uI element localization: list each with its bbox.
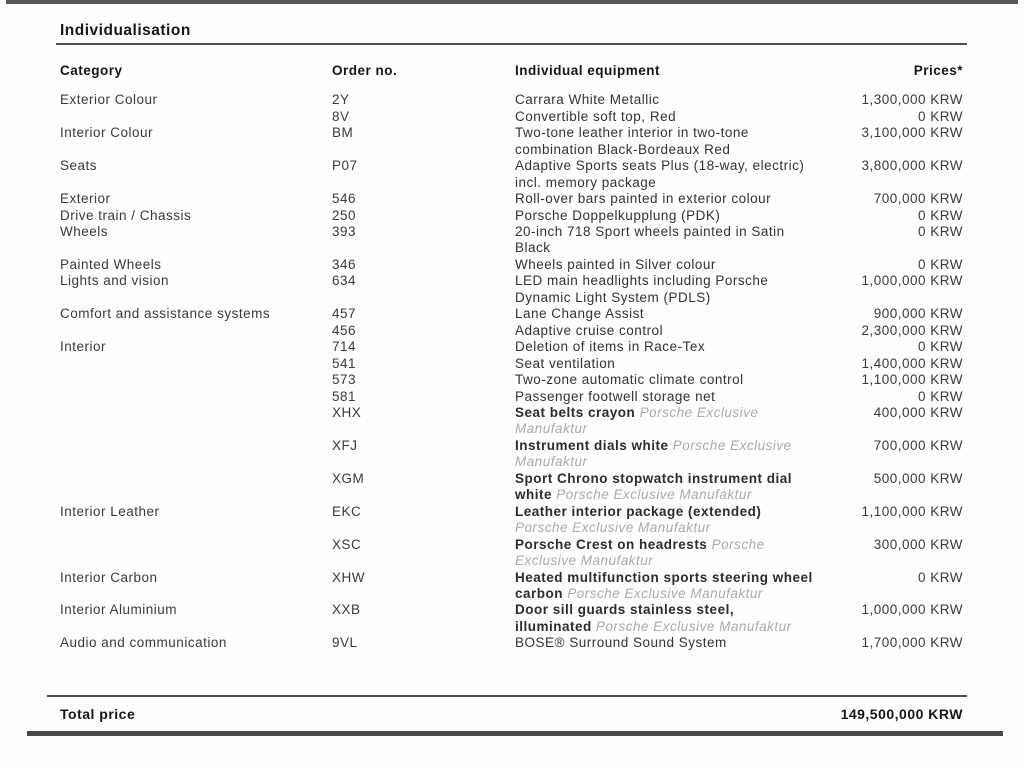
table-row [60,372,963,388]
row-price: 700,000 KRW [873,437,963,453]
equipment-table [60,63,963,652]
row-category: Exterior [60,191,111,207]
row-price: 400,000 KRW [873,405,963,421]
table-row [60,537,963,570]
row-order-no: 457 [332,306,357,322]
table-row [60,356,963,372]
equipment-name: Convertible soft top, Red [515,108,677,124]
row-price: 1,100,000 KRW [861,372,963,388]
row-order-no: 541 [332,355,357,371]
row-price: 300,000 KRW [873,536,963,552]
row-equipment [515,92,815,108]
manufaktur-label: Porsche Exclusive Manufaktur [515,520,711,536]
row-equipment [515,224,815,257]
row-order-no: EKC [332,503,362,519]
row-price: 3,100,000 KRW [861,125,963,141]
equipment-name: Seat belts crayon [515,405,636,421]
row-equipment [515,570,815,603]
row-equipment [515,635,815,651]
table-row [60,191,963,207]
row-category: Exterior Colour [60,92,158,108]
row-price: 0 KRW [917,108,963,124]
row-category: Lights and vision [60,273,170,289]
row-category: Drive train / Chassis [60,207,192,223]
row-price: 1,100,000 KRW [861,503,963,519]
top-rule [6,0,1018,4]
equipment-name: Carrara White Metallic [515,92,660,108]
manufaktur-label: Porsche Exclusive Manufaktur [567,586,763,601]
row-order-no: 346 [332,256,357,272]
row-category: Interior Carbon [60,569,158,585]
manufaktur-label: Porsche Exclusive Manufaktur [556,487,752,503]
table-row [60,158,963,191]
row-order-no: XHX [332,405,362,421]
row-category: Comfort and assistance systems [60,306,271,322]
row-equipment [515,191,815,207]
row-price: 0 KRW [917,388,963,404]
equipment-name: Lane Change Assist [515,306,645,322]
table-row [60,306,963,322]
row-order-no: 2Y [332,92,350,108]
table-row [60,471,963,504]
equipment-name: Adaptive Sports seats Plus (18-way, electric) incl. memory package [515,158,805,190]
row-order-no: 581 [332,388,357,404]
equipment-name: 20-inch 718 Sport wheels painted in Satin Black [515,224,785,256]
row-order-no: 714 [332,339,357,355]
row-equipment [515,504,815,537]
row-price: 0 KRW [917,256,963,272]
equipment-name: Two-tone leather interior in two-tone combination Black-Bordeaux Red [515,125,749,157]
manufaktur-label: Porsche Exclusive Manufaktur [515,536,765,569]
row-category: Interior Colour [60,125,154,141]
column-header-individual-equipment: Individual equipment [515,63,661,78]
row-price: 0 KRW [917,224,963,240]
row-category: Interior Leather [60,503,160,519]
row-category: Wheels [60,224,109,240]
equipment-name: Wheels painted in Silver colour [515,256,716,272]
row-price: 700,000 KRW [873,191,963,207]
row-equipment [515,158,815,191]
equipment-name: Sport Chrono stopwatch instrument dial white [515,470,793,503]
equipment-name: Seat ventilation [515,355,616,371]
row-equipment [515,273,815,306]
row-price: 0 KRW [917,339,963,355]
row-equipment [515,356,815,372]
row-equipment [515,602,815,635]
table-row [60,208,963,224]
equipment-name: Deletion of items in Race-Tex [515,339,706,355]
table-row [60,570,963,603]
row-equipment [515,389,815,405]
row-order-no: 573 [332,372,357,388]
total-price-value: 149,500,000 KRW [840,706,963,722]
equipment-name: Leather interior package (extended) [515,503,762,519]
title-underline-rule [56,43,967,45]
row-price: 1,300,000 KRW [861,92,963,108]
equipment-name: Heated multifunction sports steering wheel carbon [515,569,813,601]
row-category: Seats [60,158,98,174]
row-equipment [515,405,815,438]
row-equipment [515,471,815,504]
total-top-rule [47,695,967,697]
row-category: Interior [60,339,107,355]
row-order-no: 393 [332,224,357,240]
row-equipment [515,339,815,355]
row-equipment [515,323,815,339]
row-equipment [515,109,815,125]
equipment-name: Door sill guards stainless steel, illuminated [515,602,735,634]
equipment-name: Adaptive cruise control [515,322,664,338]
row-order-no: 9VL [332,635,358,651]
bottom-rule [27,731,1003,736]
column-header-order-no: Order no. [332,63,398,78]
equipment-name: LED main headlights including Porsche Dynamic Light System (PDLS) [515,273,769,305]
table-row [60,504,963,537]
table-row [60,635,963,651]
row-price: 1,000,000 KRW [861,602,963,618]
table-header-row [60,63,963,79]
equipment-name: BOSE® Surround Sound System [515,635,727,651]
table-row [60,405,963,438]
page-title: Individualisation [60,22,191,39]
row-order-no: 634 [332,273,357,289]
row-price: 2,300,000 KRW [861,322,963,338]
row-order-no: XFJ [332,437,358,453]
table-row [60,224,963,257]
row-equipment [515,438,815,471]
table-row [60,389,963,405]
row-equipment [515,257,815,273]
table-row [60,602,963,635]
row-order-no: XXB [332,602,361,618]
table-body [60,92,963,651]
manufaktur-label: Porsche Exclusive Manufaktur [515,437,792,470]
equipment-name: Two-zone automatic climate control [515,372,744,388]
table-row [60,438,963,471]
column-header-prices: Prices* [913,63,963,78]
row-price: 3,800,000 KRW [861,158,963,174]
row-order-no: P07 [332,158,358,174]
row-price: 500,000 KRW [873,470,963,486]
row-price: 900,000 KRW [873,306,963,322]
table-row [60,323,963,339]
equipment-name: Porsche Doppelkupplung (PDK) [515,207,721,223]
row-equipment [515,537,815,570]
table-row [60,125,963,158]
column-header-category: Category [60,63,123,78]
row-order-no: 456 [332,322,357,338]
equipment-name: Instrument dials white [515,437,669,453]
row-equipment [515,208,815,224]
table-row [60,257,963,273]
row-price: 0 KRW [917,207,963,223]
row-category: Audio and communication [60,635,227,651]
row-equipment [515,125,815,158]
row-equipment [515,306,815,322]
equipment-name: Roll-over bars painted in exterior colour [515,191,772,207]
total-price-label: Total price [60,706,136,722]
row-price: 1,000,000 KRW [861,273,963,289]
manufaktur-label: Porsche Exclusive Manufaktur [515,405,759,437]
total-row [60,706,963,722]
row-category: Painted Wheels [60,256,162,272]
row-category: Interior Aluminium [60,602,178,618]
row-order-no: XGM [332,470,365,486]
equipment-name: Passenger footwell storage net [515,388,716,404]
row-order-no: XHW [332,569,365,585]
row-price: 0 KRW [917,569,963,585]
row-order-no: BM [332,125,354,141]
row-equipment [515,372,815,388]
row-price: 1,400,000 KRW [861,355,963,371]
row-order-no: 250 [332,207,357,223]
equipment-name: Porsche Crest on headrests [515,536,708,552]
row-price: 1,700,000 KRW [861,635,963,651]
row-order-no: XSC [332,536,362,552]
table-row [60,339,963,355]
manufaktur-label: Porsche Exclusive Manufaktur [596,618,792,634]
table-row [60,92,963,108]
table-row [60,109,963,125]
row-order-no: 546 [332,191,357,207]
table-row [60,273,963,306]
row-order-no: 8V [332,108,350,124]
